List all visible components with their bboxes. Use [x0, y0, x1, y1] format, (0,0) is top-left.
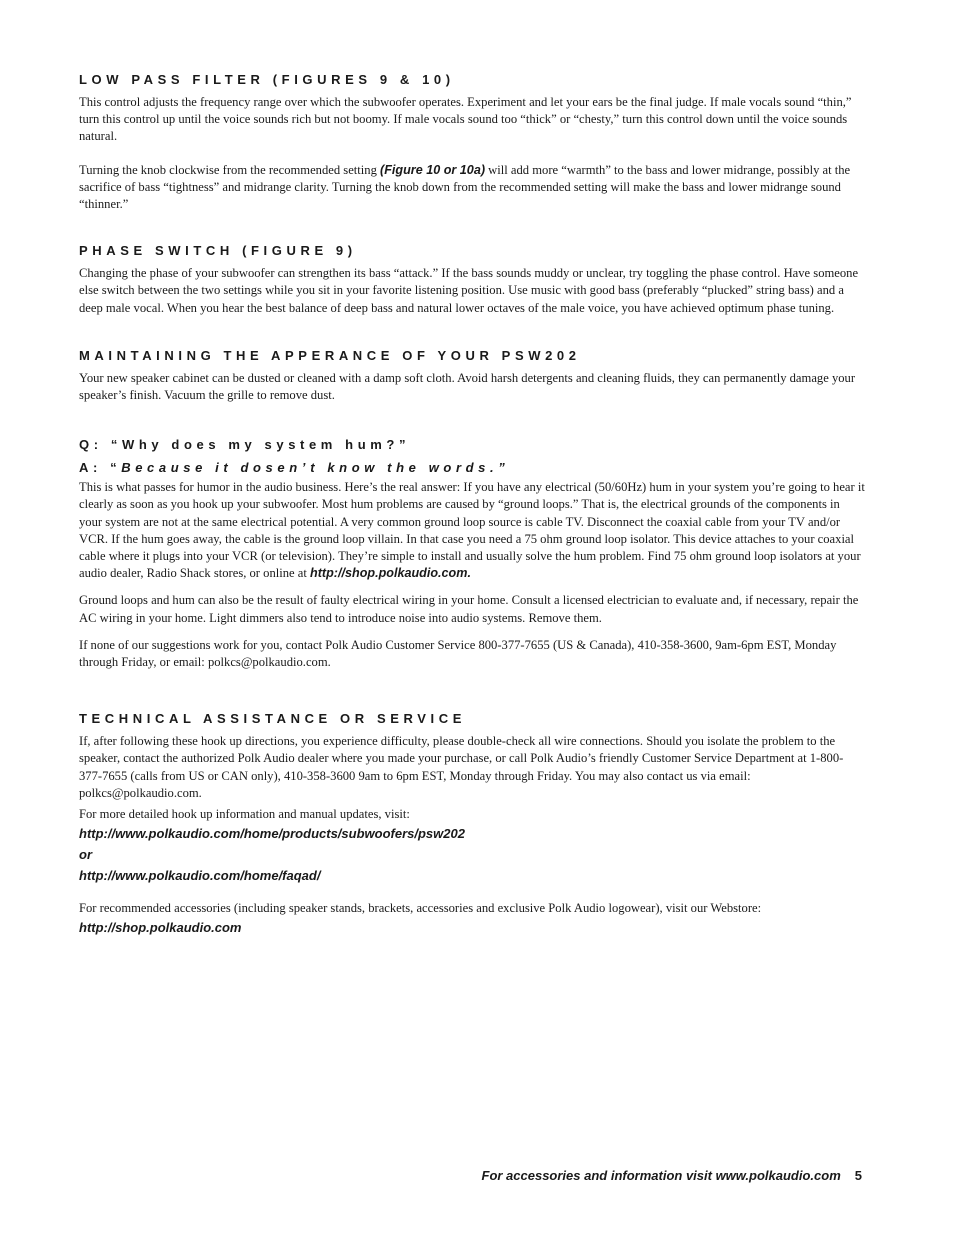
page-number: 5: [854, 1168, 862, 1183]
section-maintaining: [79, 348, 865, 404]
manual-page: [79, 72, 865, 938]
faq-link[interactable]: http://www.polkaudio.com/home/faqad/: [79, 868, 321, 884]
low-pass-paragraph-2: [79, 162, 865, 214]
technical-paragraph-3: For recommended accessories (including speaker stands, brackets, accessories and exclusive Polk Audio logowear), visit our Webstore:: [79, 901, 762, 916]
section-technical: [79, 711, 865, 938]
or-text: or: [79, 847, 92, 863]
page-footer: [400, 1168, 862, 1183]
low-pass-paragraph-1: This control adjusts the frequency range over which the subwoofer operates. Experiment and let your ears be the final judge. If male vocals sound “thin,” turn this control up until the voice sounds rich but not boomy. If male vocals sound too “thick” or “chesty,” turn this control down until the voice sounds natural.: [79, 95, 852, 144]
hum-question: Q: “Why does my system hum?”: [79, 437, 411, 453]
section-phase-switch: [79, 243, 865, 317]
hum-answer-text: Because it dosen’t know the words.”: [121, 460, 510, 476]
low-pass-p2-start: Turning the knob clockwise from the recommended setting: [79, 162, 381, 177]
maintaining-paragraph: Your new speaker cabinet can be dusted or cleaned with a damp soft cloth. Avoid harsh detergents and cleaning fluids, they can permanently damage your speaker’s finish. Vacuum the grille to remove dust.: [79, 370, 856, 403]
hum-answer-prefix: A: “: [79, 460, 122, 476]
phase-heading: PHASE SWITCH (FIGURE 9): [79, 243, 357, 259]
figure-reference: (Figure 10 or 10a): [380, 162, 486, 177]
hum-p1-text: This is what passes for humor in the audio business. Here’s the real answer: If you have any electrical (50/60Hz) hum in your system you’re going to hear it clearly as soon as you hook up your subwoofer. Most hum problems are caused by “ground loops.” That is, the electrical grounds of the components in your system are not at the same electrical potential. A very common ground loop source is cable TV. Disconnect the coaxial cable from your TV and/or VCR. If the hum goes away, the cable is the ground loop villain. In that case you need a 75 ohm ground loop isolator. This device attaches to your coaxial cable where it plugs into your VCR (or television). They’re simple to install and usually solve the hum problem. Find 75 ohm ground loop isolators at your audio dealer, Radio Shack stores, or online at: [79, 480, 865, 581]
hum-paragraph-1: [79, 479, 865, 582]
hum-paragraph-2: Ground loops and hum can also be the result of faulty electrical wiring in your home. Consult a licensed electrician to evaluate and, if necessary, repair the AC wiring in your home. Light dimmers also tend to introduce noise into audio systems. Remove them.: [79, 593, 859, 625]
footer-text: For accessories and information visit www.polkaudio.com: [481, 1168, 841, 1183]
section-hum: [79, 437, 865, 671]
technical-paragraph-1: If, after following these hook up directions, you experience difficulty, please double-check all wire connections. Should you isolate the problem to the speaker, contact the authorized Polk Audio dealer where you made your purchase, or call Polk Audio’s friendly Customer Service Department at 1-800-377-7655 (calls from US or CAN only), 410-358-3600 9am to 6pm EST, Monday through Friday. You may also contact us via email: polkcs@polkaudio.com.: [79, 734, 844, 800]
technical-paragraph-2: For more detailed hook up information and manual updates, visit:: [79, 807, 410, 822]
low-pass-heading: LOW PASS FILTER (FIGURES 9 & 10): [79, 72, 455, 87]
shop-link-inline[interactable]: http://shop.polkaudio.com.: [310, 566, 471, 581]
hum-answer: [79, 460, 865, 476]
maintaining-heading: MAINTAINING THE APPERANCE OF YOUR PSW202: [79, 347, 581, 363]
technical-heading: TECHNICAL ASSISTANCE OR SERVICE: [79, 711, 466, 727]
webstore-link[interactable]: http://shop.polkaudio.com: [79, 920, 242, 936]
phase-paragraph: Changing the phase of your subwoofer can strengthen its bass “attack.” If the bass sounds muddy or unclear, try toggling the phase control. Have someone else switch between the two settings while you sit in your favorite listening position. Use music with good bass (preferably “plucked” string bass) and a deep male vocal. When you hear the best balance of deep bass and natural lower octaves of the male voice, you have achieved optimum phase tuning.: [79, 266, 859, 315]
low-pass-p2-end: will add more “warmth” to the bass and lower midrange, possibly at the sacrifice of bass “tightness” and midrange clarity. Turning the knob down from the recommended setting will make the bass and lower midrange sound “thinner.”: [79, 162, 851, 212]
section-low-pass-filter: [79, 72, 865, 213]
psw202-link[interactable]: http://www.polkaudio.com/home/products/subwoofers/psw202: [79, 826, 465, 842]
hum-paragraph-3: If none of our suggestions work for you, contact Polk Audio Customer Service 800-377-7655 (US & Canada), 410-358-3600, 9am-6pm EST, Monday through Friday, or email: polkcs@polkaudio.com.: [79, 637, 837, 670]
